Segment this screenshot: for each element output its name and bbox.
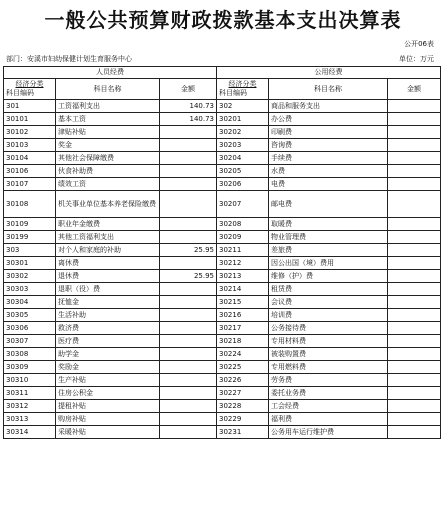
- left-name-cell: 绩效工资: [56, 178, 160, 191]
- left-name-cell: 抚恤金: [56, 296, 160, 309]
- table-row: [4, 361, 441, 374]
- right-amount-cell: [388, 244, 441, 257]
- left-amount-cell: [160, 152, 217, 165]
- right-code-cell: 30208: [217, 218, 269, 231]
- left-amount-cell: [160, 335, 217, 348]
- table-row: [4, 426, 441, 439]
- right-name-cell: 差旅费: [269, 244, 388, 257]
- department-line: [6, 54, 132, 64]
- right-amount-cell: [388, 322, 441, 335]
- left-name-cell: 奖励金: [56, 361, 160, 374]
- right-name-cell: 培训费: [269, 309, 388, 322]
- table-body: [4, 100, 441, 439]
- right-code-cell: 30215: [217, 296, 269, 309]
- left-code-cell: 30109: [4, 218, 56, 231]
- left-code-cell: 30103: [4, 139, 56, 152]
- right-amount-cell: [388, 348, 441, 361]
- form-number: 公开06表: [404, 40, 434, 48]
- report-title: 一般公共预算财政拨款基本支出决算表: [44, 8, 402, 32]
- right-amount-cell: [388, 139, 441, 152]
- left-name-cell: 津贴补贴: [56, 126, 160, 139]
- right-amount-cell: [388, 400, 441, 413]
- right-item-code: 科目编码: [219, 89, 247, 97]
- right-code-cell: 30231: [217, 426, 269, 439]
- right-code-cell: 30218: [217, 335, 269, 348]
- left-name-cell: 退休费: [56, 270, 160, 283]
- right-amount-cell: [388, 152, 441, 165]
- expenditure-table: [3, 66, 441, 439]
- left-name-cell: 生活补助: [56, 309, 160, 322]
- table-row: [4, 257, 441, 270]
- right-name-cell: 租赁费: [269, 283, 388, 296]
- left-amount-cell: 140.73: [160, 113, 217, 126]
- right-name-cell: 手续费: [269, 152, 388, 165]
- right-name-cell: 物业管理费: [269, 231, 388, 244]
- table-row: [4, 309, 441, 322]
- left-amount-cell: 25.95: [160, 244, 217, 257]
- left-name-cell: 工资福利支出: [56, 100, 160, 113]
- public-header: 公用经费: [217, 67, 441, 79]
- left-code-cell: 30312: [4, 400, 56, 413]
- left-code-cell: 30104: [4, 152, 56, 165]
- left-amount-cell: [160, 322, 217, 335]
- left-amount-cell: [160, 191, 217, 218]
- left-code-cell: 30314: [4, 426, 56, 439]
- right-code-cell: 30227: [217, 387, 269, 400]
- left-code-cell: 30310: [4, 374, 56, 387]
- right-amount-cell: [388, 270, 441, 283]
- right-name-cell: 被装购置费: [269, 348, 388, 361]
- table-row: [4, 400, 441, 413]
- left-code-cell: 30303: [4, 283, 56, 296]
- right-code-cell: 30202: [217, 126, 269, 139]
- table-row: [4, 165, 441, 178]
- right-code-cell: 30201: [217, 113, 269, 126]
- right-name-cell: 福利费: [269, 413, 388, 426]
- left-name-cell: 其他工资福利支出: [56, 231, 160, 244]
- right-code-cell: 30225: [217, 361, 269, 374]
- right-amount-cell: [388, 126, 441, 139]
- left-code-cell: 30107: [4, 178, 56, 191]
- left-code-cell: 30313: [4, 413, 56, 426]
- right-name-cell: 电费: [269, 178, 388, 191]
- left-amount-cell: [160, 126, 217, 139]
- left-code-cell: 30199: [4, 231, 56, 244]
- table-row: [4, 322, 441, 335]
- right-amount-cell: [388, 413, 441, 426]
- right-code-cell: 30212: [217, 257, 269, 270]
- right-amount-cell: [388, 426, 441, 439]
- right-name-cell: 公务接待费: [269, 322, 388, 335]
- right-amount-cell: [388, 165, 441, 178]
- table-row: [4, 152, 441, 165]
- left-amount-cell: [160, 361, 217, 374]
- left-code-cell: 30302: [4, 270, 56, 283]
- right-name-cell: 劳务费: [269, 374, 388, 387]
- right-code-cell: 30207: [217, 191, 269, 218]
- table-row: [4, 283, 441, 296]
- left-name-cell: 伙食补助费: [56, 165, 160, 178]
- left-name-cell: 基本工资: [56, 113, 160, 126]
- table-row: [4, 218, 441, 231]
- department-label: 部门：: [6, 55, 27, 63]
- left-name-cell: 奖金: [56, 139, 160, 152]
- right-code-cell: 30214: [217, 283, 269, 296]
- right-amount-cell: [388, 309, 441, 322]
- left-amount-cell: [160, 400, 217, 413]
- table-row: [4, 296, 441, 309]
- left-amount-cell: [160, 426, 217, 439]
- left-name-cell: 提租补贴: [56, 400, 160, 413]
- left-code-cell: 30311: [4, 387, 56, 400]
- right-amount-cell: [388, 387, 441, 400]
- right-name-cell: 水费: [269, 165, 388, 178]
- left-name-header: 科目名称: [56, 79, 160, 100]
- left-code-cell: 30102: [4, 126, 56, 139]
- left-code-cell: 30307: [4, 335, 56, 348]
- right-name-cell: 商品和服务支出: [269, 100, 388, 113]
- left-name-cell: 机关事业单位基本养老保险缴费: [56, 191, 160, 218]
- left-amount-cell: [160, 231, 217, 244]
- left-amount-cell: [160, 257, 217, 270]
- table-row: [4, 244, 441, 257]
- left-econ-class: 经济分类: [15, 80, 44, 88]
- right-name-cell: 印刷费: [269, 126, 388, 139]
- table-row: [4, 126, 441, 139]
- right-code-cell: 30216: [217, 309, 269, 322]
- left-name-cell: 采暖补贴: [56, 426, 160, 439]
- right-name-cell: 因公出国（境）费用: [269, 257, 388, 270]
- right-name-cell: 办公费: [269, 113, 388, 126]
- right-amount-cell: [388, 178, 441, 191]
- left-code-cell: 30101: [4, 113, 56, 126]
- right-amount-header: 金额: [388, 79, 441, 100]
- left-amount-cell: 140.73: [160, 100, 217, 113]
- table-row: [4, 374, 441, 387]
- left-amount-cell: [160, 139, 217, 152]
- right-amount-cell: [388, 283, 441, 296]
- table-row: [4, 113, 441, 126]
- table-row: [4, 100, 441, 113]
- left-amount-cell: 25.95: [160, 270, 217, 283]
- right-name-cell: 取暖费: [269, 218, 388, 231]
- table-row: [4, 178, 441, 191]
- left-code-header: [4, 79, 56, 100]
- table-row: [4, 413, 441, 426]
- left-name-cell: 生产补贴: [56, 374, 160, 387]
- left-name-cell: 对个人和家庭的补助: [56, 244, 160, 257]
- left-item-code: 科目编码: [6, 89, 34, 97]
- left-code-cell: 301: [4, 100, 56, 113]
- right-code-cell: 30205: [217, 165, 269, 178]
- right-name-cell: 工会经费: [269, 400, 388, 413]
- table-row: [4, 387, 441, 400]
- right-code-header: [217, 79, 269, 100]
- right-code-cell: 30226: [217, 374, 269, 387]
- left-amount-cell: [160, 413, 217, 426]
- right-name-cell: 维修（护）费: [269, 270, 388, 283]
- left-code-cell: 30301: [4, 257, 56, 270]
- left-code-cell: 30309: [4, 361, 56, 374]
- left-name-cell: 医疗费: [56, 335, 160, 348]
- right-econ-class: 经济分类: [228, 80, 257, 88]
- right-code-cell: 30213: [217, 270, 269, 283]
- right-amount-cell: [388, 218, 441, 231]
- right-code-cell: 30204: [217, 152, 269, 165]
- right-amount-cell: [388, 257, 441, 270]
- left-code-cell: 30305: [4, 309, 56, 322]
- left-amount-cell: [160, 348, 217, 361]
- left-amount-cell: [160, 374, 217, 387]
- personnel-header: 人员经费: [4, 67, 217, 79]
- left-amount-cell: [160, 283, 217, 296]
- left-amount-cell: [160, 309, 217, 322]
- left-code-cell: 30306: [4, 322, 56, 335]
- left-code-cell: 30108: [4, 191, 56, 218]
- right-name-cell: 公务用车运行维护费: [269, 426, 388, 439]
- left-name-cell: 助学金: [56, 348, 160, 361]
- left-code-cell: 303: [4, 244, 56, 257]
- table-row: [4, 191, 441, 218]
- left-name-cell: 购房补贴: [56, 413, 160, 426]
- right-name-header: 科目名称: [269, 79, 388, 100]
- left-code-cell: 30106: [4, 165, 56, 178]
- right-code-cell: 30224: [217, 348, 269, 361]
- right-name-cell: 会议费: [269, 296, 388, 309]
- table-row: [4, 139, 441, 152]
- right-code-cell: 302: [217, 100, 269, 113]
- table-row: [4, 348, 441, 361]
- right-code-cell: 30228: [217, 400, 269, 413]
- right-name-cell: 委托业务费: [269, 387, 388, 400]
- right-name-cell: 邮电费: [269, 191, 388, 218]
- right-name-cell: 专用材料费: [269, 335, 388, 348]
- right-code-cell: 30211: [217, 244, 269, 257]
- right-amount-cell: [388, 113, 441, 126]
- left-code-cell: 30304: [4, 296, 56, 309]
- unit-label: 单位：万元: [399, 55, 434, 63]
- right-code-cell: 30217: [217, 322, 269, 335]
- left-name-cell: 退职（役）费: [56, 283, 160, 296]
- left-name-cell: 其他社会保障缴费: [56, 152, 160, 165]
- left-amount-cell: [160, 178, 217, 191]
- right-amount-cell: [388, 100, 441, 113]
- table-row: [4, 270, 441, 283]
- left-name-cell: 离休费: [56, 257, 160, 270]
- left-name-cell: 住房公积金: [56, 387, 160, 400]
- left-name-cell: 职业年金缴费: [56, 218, 160, 231]
- right-name-cell: 咨询费: [269, 139, 388, 152]
- left-amount-header: 金额: [160, 79, 217, 100]
- table-row: [4, 231, 441, 244]
- left-code-cell: 30308: [4, 348, 56, 361]
- right-amount-cell: [388, 335, 441, 348]
- right-amount-cell: [388, 361, 441, 374]
- right-amount-cell: [388, 231, 441, 244]
- table-row: [4, 335, 441, 348]
- right-code-cell: 30209: [217, 231, 269, 244]
- left-amount-cell: [160, 296, 217, 309]
- left-name-cell: 救济费: [56, 322, 160, 335]
- left-amount-cell: [160, 387, 217, 400]
- left-amount-cell: [160, 165, 217, 178]
- right-amount-cell: [388, 374, 441, 387]
- right-code-cell: 30206: [217, 178, 269, 191]
- right-code-cell: 30203: [217, 139, 269, 152]
- right-amount-cell: [388, 191, 441, 218]
- department-name: 安溪市妇幼保健计划生育服务中心: [27, 55, 132, 63]
- left-amount-cell: [160, 218, 217, 231]
- right-amount-cell: [388, 296, 441, 309]
- right-code-cell: 30229: [217, 413, 269, 426]
- right-name-cell: 专用燃料费: [269, 361, 388, 374]
